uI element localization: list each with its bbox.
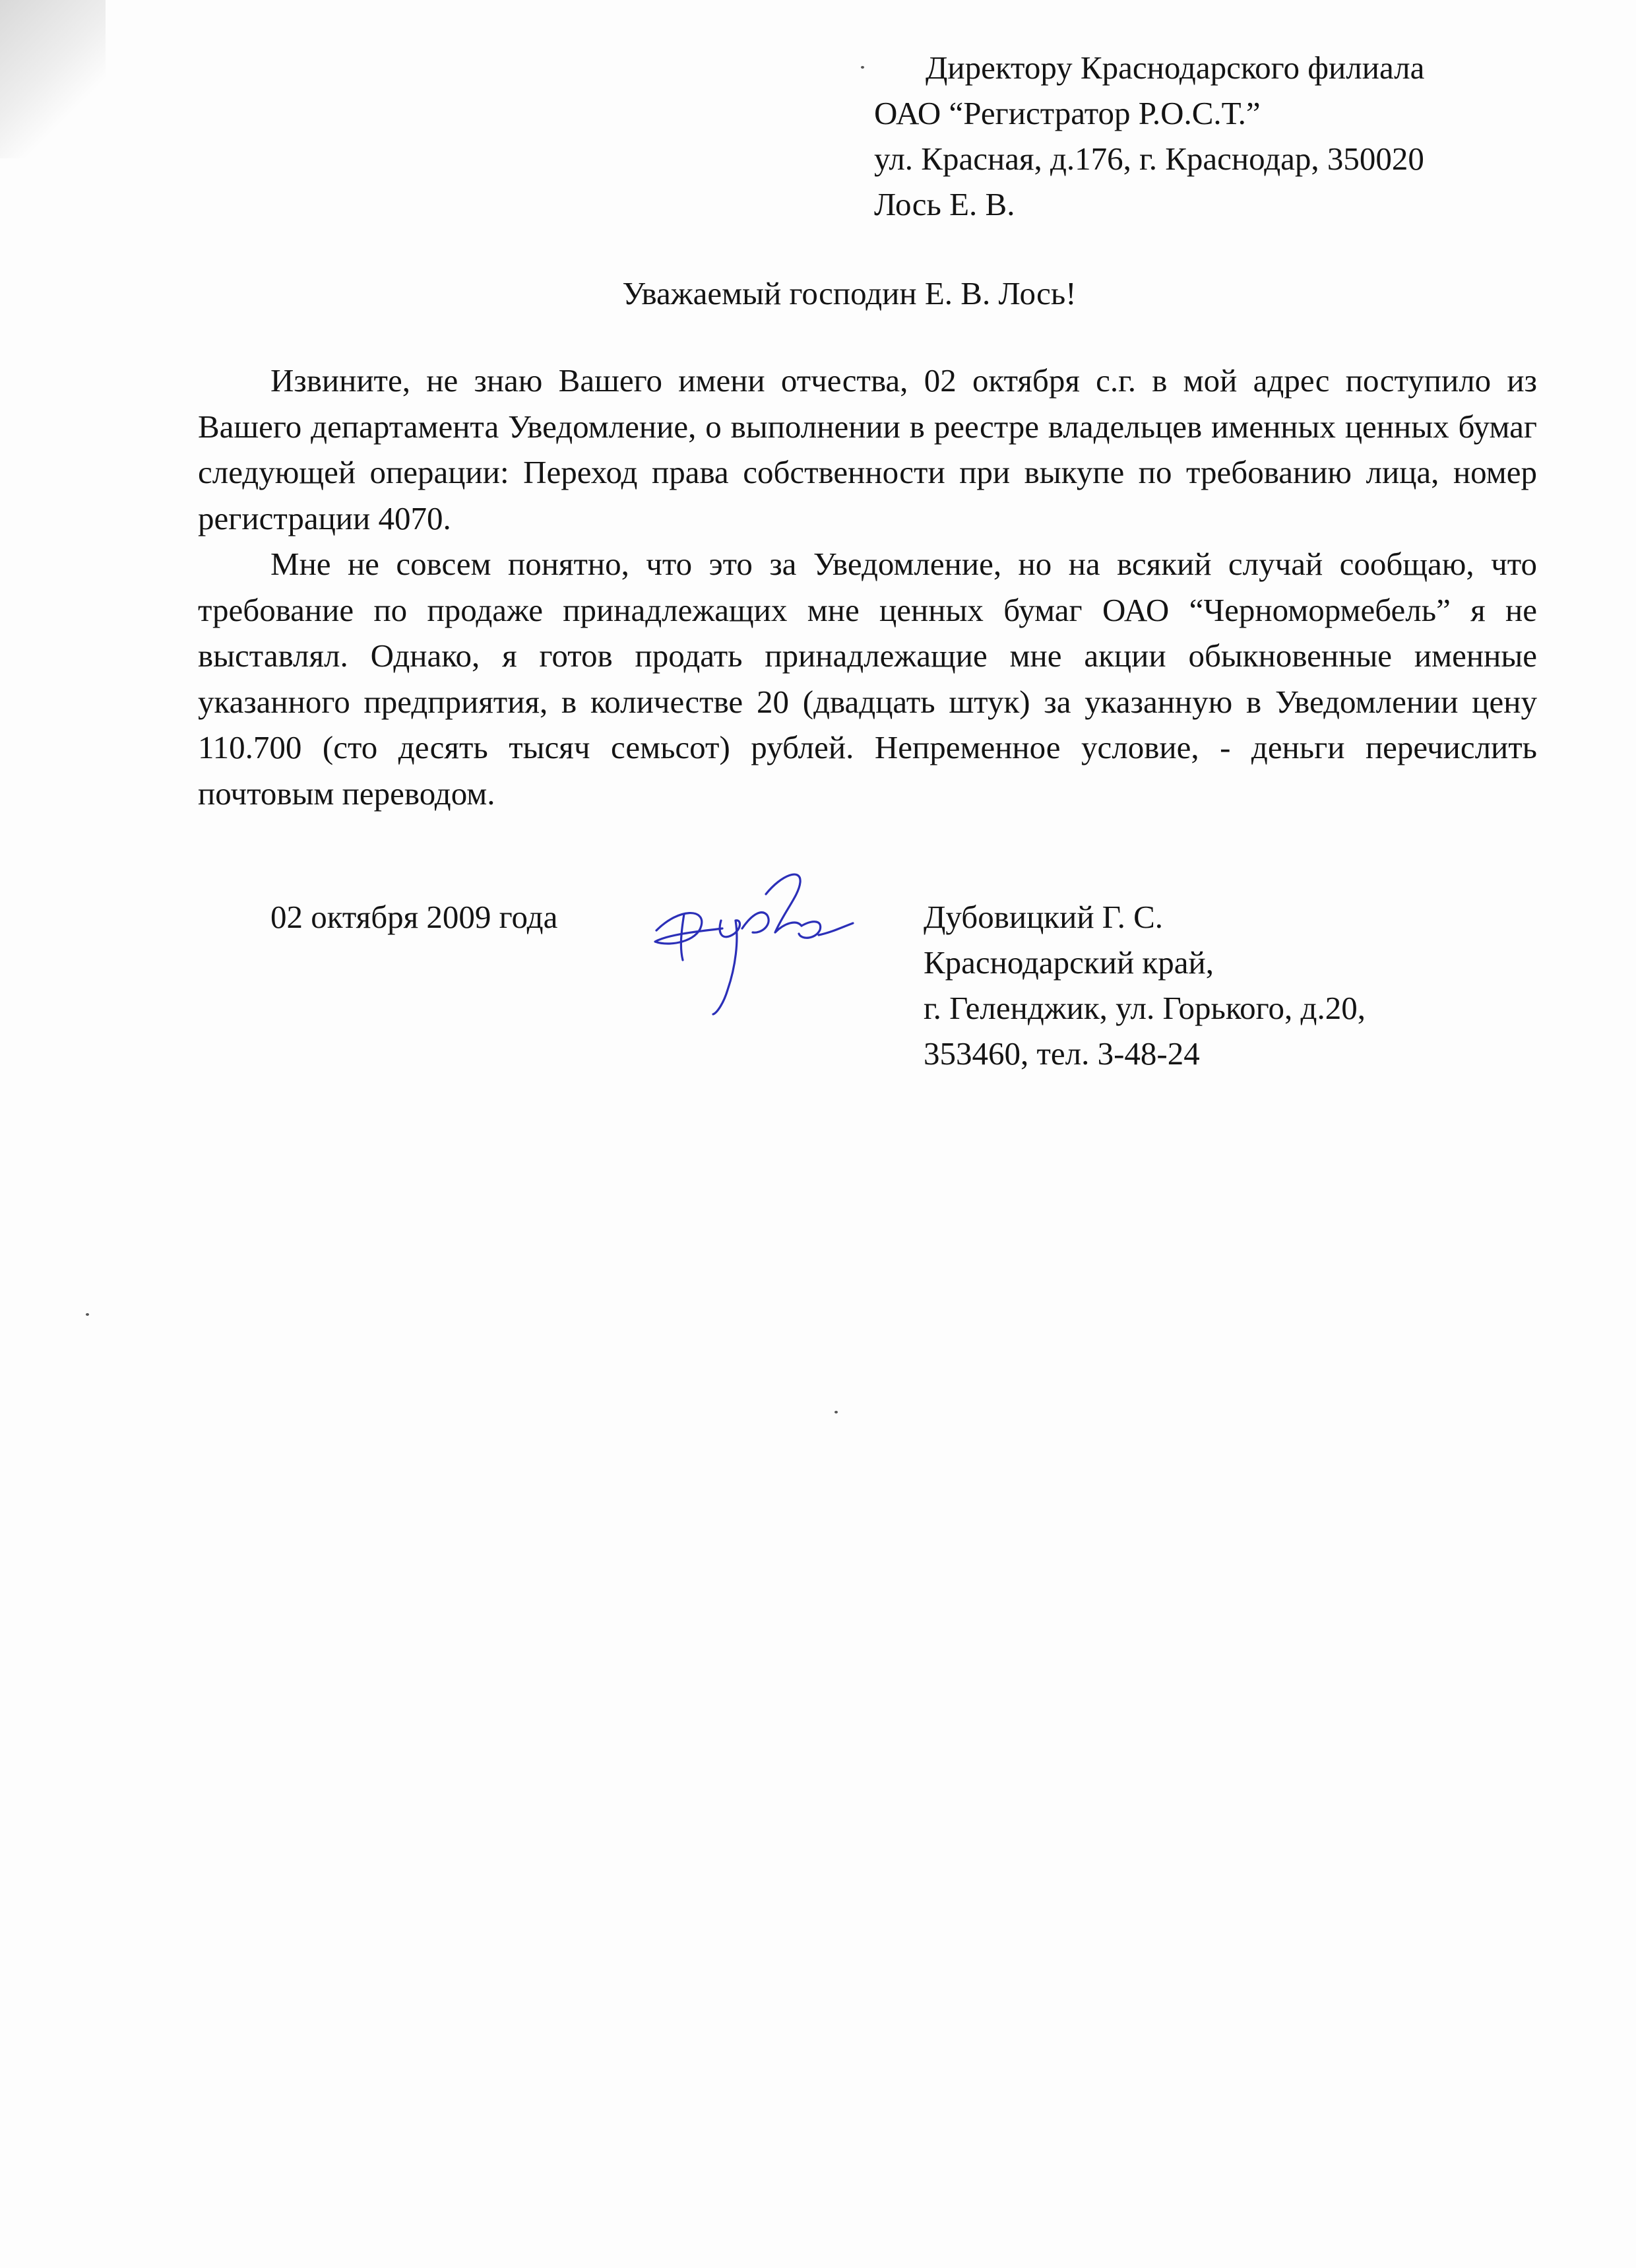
body-paragraph-1: Извините, не знаю Вашего имени отчества, 02 октября с.г. в мой адрес поступило из Вашего департамента Уведомление, о выполнении в реестре владельцев именных ценных бумаг следующей операции: Переход права собственности при выкупе по требованию лица, номер регистрации 4070. [198, 362, 1537, 536]
addressee-position: Директору Краснодарского филиала [926, 49, 1425, 86]
letter-date: 02 октября 2009 года [270, 899, 558, 935]
scan-speck [86, 1313, 89, 1316]
addressee-name: Лось Е. В. [874, 186, 1015, 222]
page-corner-shadow [0, 0, 106, 158]
body-paragraph-2: Мне не совсем понятно, что это за Уведомление, но на всякий случай сообщаю, что требование по продаже принадлежащих мне ценных бумаг ОАО “Черномормебель” я не выставлял. Однако, я готов продать принадлежащие мне акции обыкновенные именные указанного предприятия, в количестве 20 (двадцать штук) за указанную в Уведомлении цену 110.700 (сто десять тысяч семьсот) рублей. Непременное условие, - деньги перечислить почтовым переводом. [198, 546, 1537, 812]
sender-postal-phone: 353460, тел. 3-48-24 [924, 1035, 1200, 1072]
sender-address: г. Геленджик, ул. Горького, д.20, [924, 990, 1366, 1026]
addressee-address: ул. Красная, д.176, г. Краснодар, 350020 [874, 141, 1424, 177]
sender-name: Дубовицкий Г. С. [924, 899, 1164, 935]
salutation: Уважаемый господин Е. В. Лось! [622, 275, 1077, 311]
sender-region: Краснодарский край, [924, 944, 1214, 981]
addressee-block [874, 45, 1600, 227]
scan-speck [861, 66, 864, 69]
handwritten-signature [643, 868, 861, 1033]
addressee-company: ОАО “Регистратор Р.О.С.Т.” [874, 95, 1261, 131]
scan-speck [834, 1411, 838, 1413]
letter-body [198, 358, 1537, 816]
sender-block [924, 894, 1583, 1076]
